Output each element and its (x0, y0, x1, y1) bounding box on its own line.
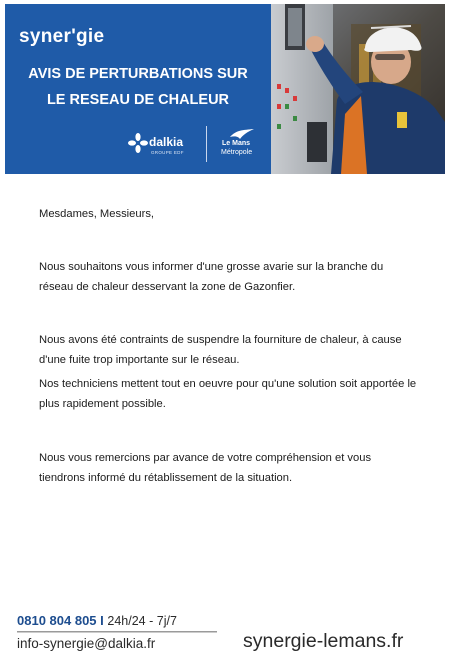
service-hours: 24h/24 - 7j/7 (107, 614, 177, 628)
le-mans-metropole-logo (215, 128, 265, 164)
paragraph-technicians: Nos techniciens mettent tout en oeuvre pour qu'une solution soit apportée le plus rapidement possible. (39, 378, 417, 410)
logo-divider (206, 126, 207, 162)
phone-separator: I (100, 613, 104, 628)
greeting: Mesdames, Messieurs, (39, 208, 155, 220)
header-banner (5, 4, 445, 174)
technician-photo (271, 4, 445, 174)
website-link[interactable]: synergie-lemans.fr (243, 630, 404, 652)
phone-fine-print (17, 630, 227, 634)
brand-name: syner'gie (19, 26, 105, 47)
le-mans-wordmark: Le Mans (222, 140, 251, 147)
contact-phone-line (17, 613, 177, 628)
banner-blue-panel (5, 4, 271, 174)
paragraph-thanks: Nous vous remercions par avance de votre compréhension et vous tiendrons informé du rétablissement de la situation. (39, 452, 372, 484)
headline-line-1: AVIS DE PERTURBATIONS SUR (28, 66, 248, 82)
dalkia-wordmark: dalkia (149, 135, 184, 149)
paragraph-incident: Nous souhaitons vous informer d'une grosse avarie sur la branche du réseau de chaleur desservant la zone de Gazonfier. (39, 261, 384, 293)
headline-line-2: LE RESEAU DE CHALEUR (46, 92, 230, 108)
contact-email[interactable]: info-synergie@dalkia.fr (17, 636, 156, 651)
dalkia-subtitle: GROUPE EDF (151, 150, 184, 155)
dalkia-symbol-icon (127, 132, 149, 154)
bird-icon (229, 128, 255, 140)
metropole-wordmark: Métropole (221, 149, 253, 156)
paragraph-suspension: Nous avons été contraints de suspendre la fourniture de chaleur, à cause d'une fuite trop importante sur le réseau. (39, 334, 402, 366)
dalkia-logo (127, 130, 199, 160)
phone-number[interactable]: 0810 804 805 (17, 613, 97, 628)
